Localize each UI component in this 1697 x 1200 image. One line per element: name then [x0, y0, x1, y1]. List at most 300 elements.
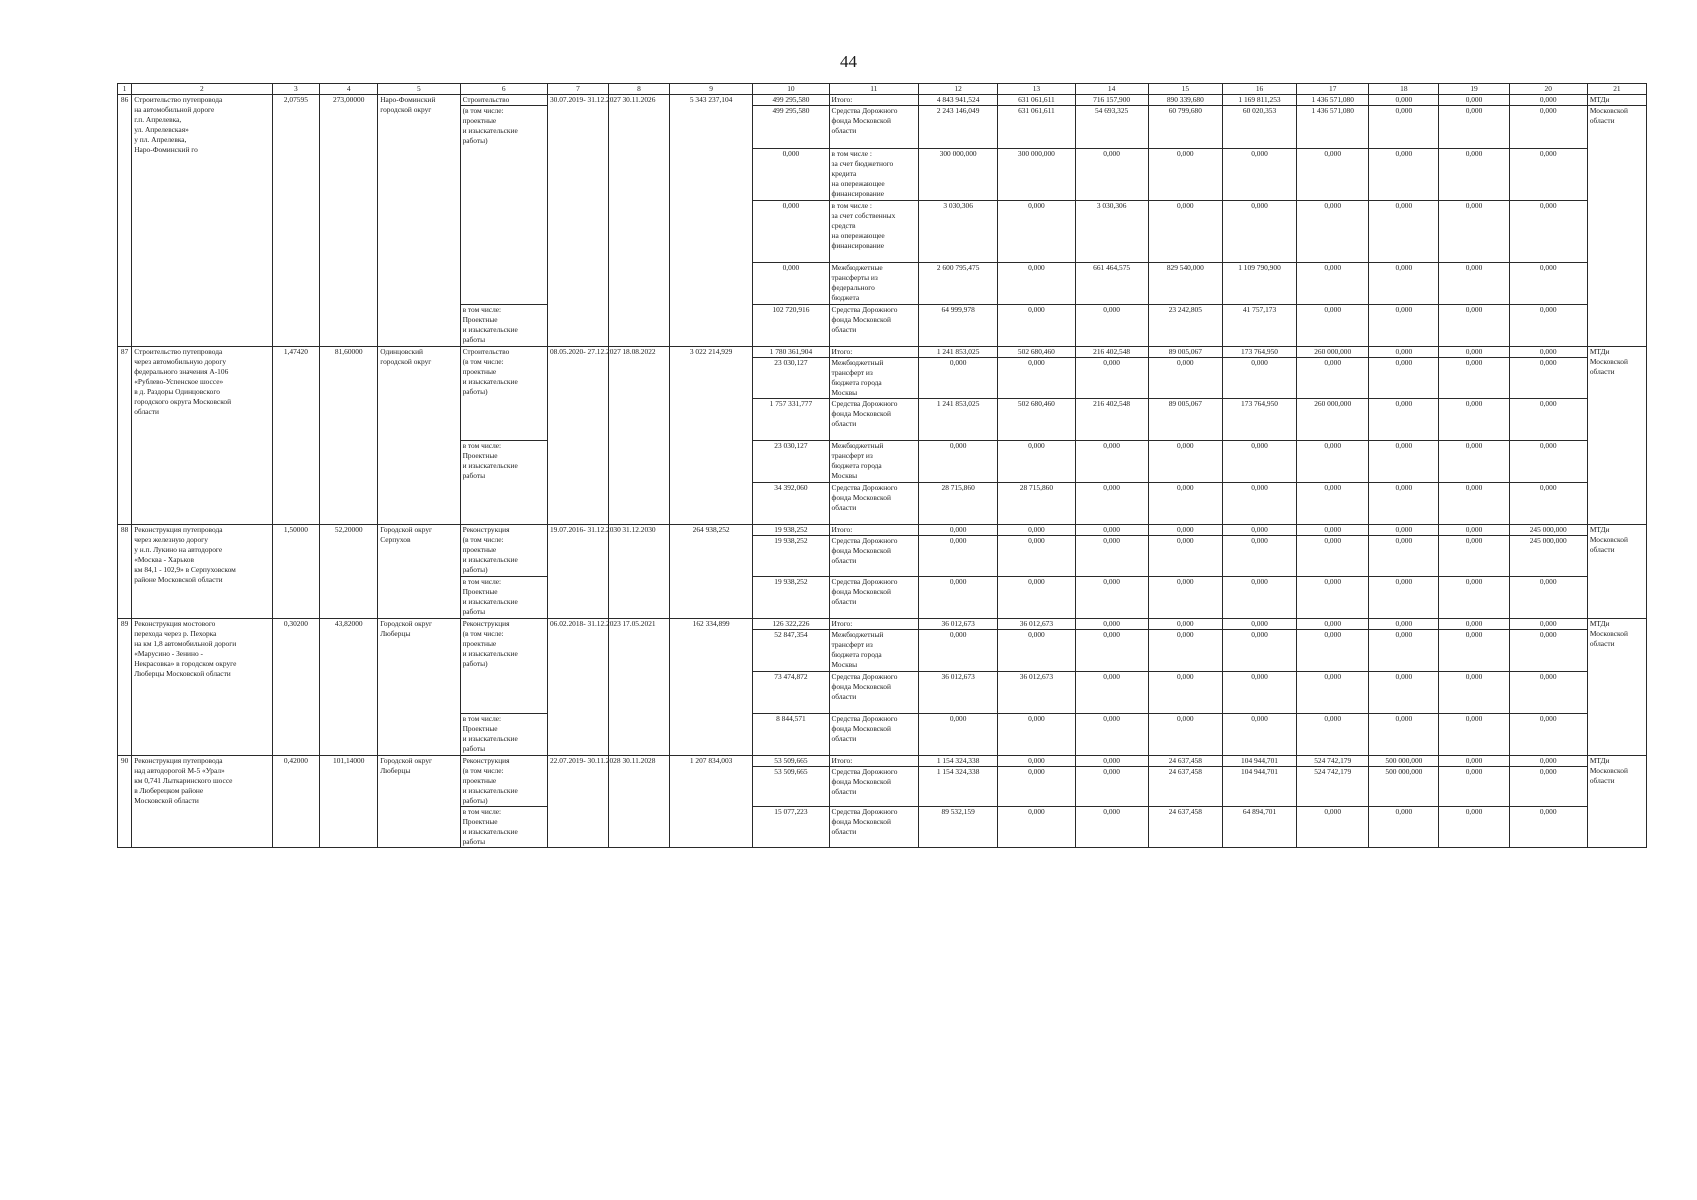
table-cell: 17.05.2021 — [608, 618, 669, 755]
table-cell: 104 944,701 — [1222, 755, 1296, 766]
table-cell: 0,30200 — [272, 618, 320, 755]
table-cell: 0,000 — [1075, 806, 1148, 847]
table-cell: 0,000 — [919, 440, 998, 482]
table-cell: 0,000 — [1297, 806, 1369, 847]
table-cell: 0,000 — [1509, 148, 1587, 200]
table-cell: 43,82000 — [320, 618, 378, 755]
table-cell: 0,000 — [1297, 482, 1369, 524]
table-cell: 0,000 — [1369, 94, 1439, 105]
table-cell: 0,000 — [1369, 806, 1439, 847]
table-cell: 500 000,000 — [1369, 766, 1439, 806]
table-cell: 631 061,611 — [998, 94, 1075, 105]
table-cell: 0,000 — [1297, 576, 1369, 618]
column-number-row — [118, 84, 1647, 95]
table-cell: Наро-Фоминский городской округ — [378, 94, 460, 346]
table-cell: 19.07.2016- 31.12.2030 — [547, 524, 608, 618]
column-number: 10 — [753, 84, 829, 95]
table-cell: 0,000 — [1297, 629, 1369, 671]
table-cell: в том числе: Проектные и изыскательские работы — [460, 806, 547, 847]
table-cell: 53 509,665 — [753, 766, 829, 806]
table-cell: 24 637,458 — [1148, 806, 1222, 847]
table-cell: 0,000 — [1075, 304, 1148, 346]
table-cell: 0,000 — [1075, 766, 1148, 806]
table-cell: 0,000 — [919, 629, 998, 671]
table-cell: 0,000 — [1148, 629, 1222, 671]
table-cell: Реконструкция (в том числе: проектные и изыскательские работы) — [460, 524, 547, 576]
table-cell: в том числе : за счет собственных средств на опережающее финансирование — [829, 200, 918, 262]
column-number: 5 — [378, 84, 460, 95]
table-cell: 0,000 — [1439, 440, 1509, 482]
table-cell: 0,000 — [1509, 346, 1587, 357]
table-cell: 0,42000 — [272, 755, 320, 847]
table-cell: 41 757,173 — [1222, 304, 1296, 346]
table-cell: 0,000 — [1509, 94, 1587, 105]
table-cell: Строительство путепровода на автомобильной дороге г.п. Апрелевка, ул. Апрелевская» у пл. Апрелевка, Наро-Фоминский го — [132, 94, 272, 346]
table-cell: в том числе: Проектные и изыскательские работы — [460, 304, 547, 346]
table-cell: 87 — [118, 346, 132, 524]
table-cell: 0,000 — [1369, 629, 1439, 671]
column-number: 3 — [272, 84, 320, 95]
table-cell: 0,000 — [1075, 535, 1148, 576]
table-cell: 0,000 — [1439, 806, 1509, 847]
table-cell: 1 169 811,253 — [1222, 94, 1296, 105]
table-cell: 0,000 — [919, 524, 998, 535]
table-cell: 300 000,000 — [998, 148, 1075, 200]
table-cell: 1,47420 — [272, 346, 320, 524]
table-cell: 60 020,353 — [1222, 105, 1296, 148]
page-number: 44 — [840, 52, 857, 71]
table-cell: 0,000 — [1297, 618, 1369, 629]
table-cell: Реконструкция мостового перехода через р. Пехорка на км 1,8 автомобильной дороги «Марусино - Зенино - Некрасовка» в городском округе Люберцы Московской области — [132, 618, 272, 755]
table-cell: 8 844,571 — [753, 713, 829, 755]
column-number: 7 — [547, 84, 608, 95]
table-cell: 0,000 — [1439, 105, 1509, 148]
table-cell: 0,000 — [1148, 576, 1222, 618]
table-cell: 0,000 — [998, 304, 1075, 346]
column-number: 20 — [1509, 84, 1587, 95]
table-cell: 0,000 — [1439, 535, 1509, 576]
table-cell: Строительство путепровода через автомобильную дорогу федерального значения А-106 «Рублево-Успенское шоссе» в д. Раздоры Одинцовского городского округа Московской области — [132, 346, 272, 524]
table-cell: 0,000 — [1509, 671, 1587, 713]
table-cell: 0,000 — [1439, 346, 1509, 357]
table-cell: 52 847,354 — [753, 629, 829, 671]
table-cell: 273,00000 — [320, 94, 378, 346]
table-cell: 0,000 — [1222, 482, 1296, 524]
table-cell: 0,000 — [1075, 440, 1148, 482]
table-cell: 0,000 — [1369, 482, 1439, 524]
table-cell: 499 295,580 — [753, 105, 829, 148]
table-cell: 89 005,067 — [1148, 346, 1222, 357]
table-cell: 0,000 — [1369, 200, 1439, 262]
table-cell: 0,000 — [1439, 262, 1509, 304]
table-cell: 1 154 324,338 — [919, 755, 998, 766]
table-cell: 31.12.2030 — [608, 524, 669, 618]
table-cell: 0,000 — [1075, 148, 1148, 200]
table-cell: 1 780 361,904 — [753, 346, 829, 357]
table-cell: Межбюджетные трансферты из федерального бюджета — [829, 262, 918, 304]
table-cell: Городской округ Люберцы — [378, 755, 460, 847]
table-cell: Средства Дорожного фонда Московской области — [829, 671, 918, 713]
table-cell: Реконструкция (в том числе: проектные и изыскательские работы) — [460, 755, 547, 806]
table-cell: 1 154 324,338 — [919, 766, 998, 806]
table-cell: 89 532,159 — [919, 806, 998, 847]
table-cell: 0,000 — [998, 766, 1075, 806]
table-cell: 264 938,252 — [669, 524, 752, 618]
table-cell: 0,000 — [753, 262, 829, 304]
table-cell: 0,000 — [1222, 148, 1296, 200]
table-cell: 0,000 — [1369, 524, 1439, 535]
table-cell: Строительство (в том числе: проектные и изыскательские работы) — [460, 346, 547, 440]
table-cell: 0,000 — [753, 148, 829, 200]
table-cell: Средства Дорожного фонда Московской области — [829, 105, 918, 148]
table-cell: 0,000 — [1369, 148, 1439, 200]
table-cell: 0,000 — [1439, 482, 1509, 524]
table-cell: 631 061,611 — [998, 105, 1075, 148]
table-cell: МТДи — [1587, 94, 1646, 105]
column-number: 9 — [669, 84, 752, 95]
table-cell: 73 474,872 — [753, 671, 829, 713]
table-cell: 0,000 — [1369, 304, 1439, 346]
column-number: 12 — [919, 84, 998, 95]
table-cell: МТДи Московской области — [1587, 755, 1646, 847]
table-cell: 1,50000 — [272, 524, 320, 618]
table-cell: 0,000 — [1222, 357, 1296, 398]
table-cell: Реконструкция (в том числе: проектные и изыскательские работы) — [460, 618, 547, 713]
table-cell: 0,000 — [998, 357, 1075, 398]
table-cell: 3 030,306 — [1075, 200, 1148, 262]
table-cell: в том числе: Проектные и изыскательские работы — [460, 440, 547, 524]
table-cell: 0,000 — [1297, 524, 1369, 535]
table-cell: 173 764,950 — [1222, 398, 1296, 440]
table-cell: 0,000 — [1439, 398, 1509, 440]
table-cell: 245 000,000 — [1509, 524, 1587, 535]
table-cell: 0,000 — [1509, 618, 1587, 629]
table-cell: 86 — [118, 94, 132, 346]
column-number: 15 — [1148, 84, 1222, 95]
table-cell: 22.07.2019- 30.11.2028 — [547, 755, 608, 847]
table-cell: 0,000 — [998, 440, 1075, 482]
table-cell: 23 030,127 — [753, 440, 829, 482]
table-cell: 0,000 — [1148, 357, 1222, 398]
table-cell: 88 — [118, 524, 132, 618]
table-cell: 0,000 — [1369, 618, 1439, 629]
table-cell: 2 243 146,049 — [919, 105, 998, 148]
table-cell: 0,000 — [1369, 357, 1439, 398]
table-cell: 28 715,860 — [998, 482, 1075, 524]
table-cell: Итого: — [829, 346, 918, 357]
table-cell: 0,000 — [998, 576, 1075, 618]
table-cell: 28 715,860 — [919, 482, 998, 524]
table-cell: МТДи Московской области — [1587, 346, 1646, 524]
table-cell: 101,14000 — [320, 755, 378, 847]
table-cell: МТДи Московской области — [1587, 618, 1646, 755]
table-cell: 0,000 — [1297, 304, 1369, 346]
table-cell: 30.07.2019- 31.12.2027 — [547, 94, 608, 346]
table-cell: 0,000 — [1439, 524, 1509, 535]
table-cell: 0,000 — [1297, 357, 1369, 398]
table-cell: 0,000 — [1439, 357, 1509, 398]
table-cell: 4 843 941,524 — [919, 94, 998, 105]
table-cell: 0,000 — [1075, 629, 1148, 671]
table-cell: 64 999,978 — [919, 304, 998, 346]
table-cell: 0,000 — [998, 629, 1075, 671]
table-cell: 0,000 — [1222, 535, 1296, 576]
table-cell: 52,20000 — [320, 524, 378, 618]
table-cell: 0,000 — [1509, 755, 1587, 766]
table-cell: Итого: — [829, 94, 918, 105]
table-cell: 890 339,680 — [1148, 94, 1222, 105]
table-row — [118, 524, 1647, 535]
table-cell: 0,000 — [1509, 440, 1587, 482]
table-cell: 0,000 — [998, 755, 1075, 766]
table-cell: 54 693,325 — [1075, 105, 1148, 148]
table-cell: 300 000,000 — [919, 148, 998, 200]
table-cell: 0,000 — [1509, 262, 1587, 304]
table-cell: 0,000 — [919, 535, 998, 576]
table-cell: 0,000 — [1369, 713, 1439, 755]
table-cell: 0,000 — [1509, 629, 1587, 671]
table-cell: 3 030,306 — [919, 200, 998, 262]
table-cell: 216 402,548 — [1075, 398, 1148, 440]
table-cell: 0,000 — [1509, 576, 1587, 618]
table-cell: 0,000 — [1509, 304, 1587, 346]
table-cell: 0,000 — [1075, 671, 1148, 713]
table-cell: 0,000 — [1369, 671, 1439, 713]
table-cell: Московской области — [1587, 105, 1646, 346]
table-cell: 30.11.2026 — [608, 94, 669, 346]
table-cell: 499 295,580 — [753, 94, 829, 105]
table-cell: 18.08.2022 — [608, 346, 669, 524]
column-number: 11 — [829, 84, 918, 95]
table-cell: 36 012,673 — [998, 671, 1075, 713]
table-cell: 0,000 — [1509, 398, 1587, 440]
table-cell: в том числе: Проектные и изыскательские работы — [460, 576, 547, 618]
table-cell: 0,000 — [1439, 94, 1509, 105]
table-cell: 3 022 214,929 — [669, 346, 752, 524]
column-number: 8 — [608, 84, 669, 95]
table-row — [118, 94, 1647, 105]
table-cell: 36 012,673 — [919, 618, 998, 629]
table-cell: 23 242,805 — [1148, 304, 1222, 346]
table-cell: 0,000 — [1439, 576, 1509, 618]
table-cell: 0,000 — [1509, 482, 1587, 524]
table-cell: 102 720,916 — [753, 304, 829, 346]
table-cell: 0,000 — [1148, 535, 1222, 576]
table-cell: 0,000 — [1439, 671, 1509, 713]
column-number: 13 — [998, 84, 1075, 95]
table-cell: 64 894,701 — [1222, 806, 1296, 847]
table-cell: 1 436 571,080 — [1297, 94, 1369, 105]
table-cell: Межбюджетный трансферт из бюджета города Москвы — [829, 357, 918, 398]
table-body — [118, 94, 1647, 847]
column-number: 6 — [460, 84, 547, 95]
table-cell: 126 322,226 — [753, 618, 829, 629]
table-cell: Строительство — [460, 94, 547, 105]
table-cell: 260 000,000 — [1297, 346, 1369, 357]
table-cell: 0,000 — [1439, 200, 1509, 262]
table-cell: 0,000 — [1297, 671, 1369, 713]
column-number: 21 — [1587, 84, 1646, 95]
table-cell: 36 012,673 — [998, 618, 1075, 629]
table-cell: 0,000 — [1148, 200, 1222, 262]
table-cell: 500 000,000 — [1369, 755, 1439, 766]
table-cell: 1 109 790,900 — [1222, 262, 1296, 304]
table-cell: в том числе : за счет бюджетного кредита на опережающее финансирование — [829, 148, 918, 200]
column-number: 19 — [1439, 84, 1509, 95]
column-number: 17 — [1297, 84, 1369, 95]
table-cell: 53 509,665 — [753, 755, 829, 766]
table-cell: 0,000 — [1075, 482, 1148, 524]
table-cell: Средства Дорожного фонда Московской области — [829, 806, 918, 847]
table-cell: 0,000 — [1148, 440, 1222, 482]
table-cell: 1 241 853,025 — [919, 398, 998, 440]
column-number: 18 — [1369, 84, 1439, 95]
table-cell: 1 757 331,777 — [753, 398, 829, 440]
column-number: 1 — [118, 84, 132, 95]
table-cell: 0,000 — [1509, 105, 1587, 148]
table-cell: Реконструкция путепровода над автодорогой М-5 «Урал» км 0,741 Лыткаринского шоссе в Люберецком районе Московской области — [132, 755, 272, 847]
table-cell: 502 680,460 — [998, 398, 1075, 440]
table-cell: 23 030,127 — [753, 357, 829, 398]
table-cell: Средства Дорожного фонда Московской области — [829, 576, 918, 618]
table-cell: 0,000 — [1509, 200, 1587, 262]
table-cell: Одинцовский городской округ — [378, 346, 460, 524]
table-cell: 19 938,252 — [753, 535, 829, 576]
table-cell: 524 742,179 — [1297, 755, 1369, 766]
table-cell: 0,000 — [998, 713, 1075, 755]
table-row — [118, 755, 1647, 766]
table-cell: 0,000 — [919, 357, 998, 398]
table-cell: 0,000 — [1297, 535, 1369, 576]
table-cell: 89 — [118, 618, 132, 755]
table-cell: 0,000 — [998, 262, 1075, 304]
table-cell: в том числе: Проектные и изыскательские работы — [460, 713, 547, 755]
table-cell: 0,000 — [1075, 618, 1148, 629]
table-cell: 0,000 — [1148, 713, 1222, 755]
table-cell: 24 637,458 — [1148, 766, 1222, 806]
table-cell: 19 938,252 — [753, 524, 829, 535]
table-cell: 0,000 — [1369, 346, 1439, 357]
table-cell: 716 157,900 — [1075, 94, 1148, 105]
table-cell: 0,000 — [919, 713, 998, 755]
table-cell: 1 241 853,025 — [919, 346, 998, 357]
table-cell: 0,000 — [1439, 304, 1509, 346]
table-cell: 0,000 — [1222, 618, 1296, 629]
table-cell: МТДи Московской области — [1587, 524, 1646, 618]
table-cell: 0,000 — [1222, 440, 1296, 482]
table-cell: 245 000,000 — [1509, 535, 1587, 576]
table-cell: 162 334,899 — [669, 618, 752, 755]
table-cell: 0,000 — [1297, 148, 1369, 200]
table-cell: 0,000 — [1075, 713, 1148, 755]
table-cell: 0,000 — [1297, 440, 1369, 482]
table-cell: 90 — [118, 755, 132, 847]
column-number: 2 — [132, 84, 272, 95]
table-row — [118, 346, 1647, 357]
table-cell: 5 343 237,104 — [669, 94, 752, 346]
table-row — [118, 618, 1647, 629]
table-cell: 0,000 — [1222, 713, 1296, 755]
table-cell: 0,000 — [1369, 535, 1439, 576]
table-cell: 0,000 — [998, 806, 1075, 847]
table-cell: 0,000 — [753, 200, 829, 262]
table-cell: 0,000 — [998, 524, 1075, 535]
table-cell: 0,000 — [919, 576, 998, 618]
table-cell: Итого: — [829, 524, 918, 535]
table-cell: Средства Дорожного фонда Московской области — [829, 713, 918, 755]
column-number: 4 — [320, 84, 378, 95]
table-cell: 0,000 — [1222, 671, 1296, 713]
table-cell: Городской округ Люберцы — [378, 618, 460, 755]
table-cell: Межбюджетный трансферт из бюджета города Москвы — [829, 629, 918, 671]
table-cell: 81,60000 — [320, 346, 378, 524]
table-cell: 0,000 — [1509, 766, 1587, 806]
column-number: 16 — [1222, 84, 1296, 95]
table-cell: 0,000 — [998, 535, 1075, 576]
table-cell: 36 012,673 — [919, 671, 998, 713]
table-cell: 0,000 — [1148, 671, 1222, 713]
table-cell: 661 464,575 — [1075, 262, 1148, 304]
table-cell: 0,000 — [1369, 576, 1439, 618]
table-cell: 524 742,179 — [1297, 766, 1369, 806]
table-cell: Средства Дорожного фонда Московской области — [829, 535, 918, 576]
table-cell: 0,000 — [1222, 524, 1296, 535]
table-cell: Средства Дорожного фонда Московской области — [829, 482, 918, 524]
table-cell: 0,000 — [1148, 482, 1222, 524]
table-cell: 15 077,223 — [753, 806, 829, 847]
table-cell: 0,000 — [1222, 576, 1296, 618]
table-cell: 06.02.2018- 31.12.2023 — [547, 618, 608, 755]
table-cell: 0,000 — [1297, 713, 1369, 755]
table-cell: 0,000 — [1439, 766, 1509, 806]
table-cell: 0,000 — [1509, 357, 1587, 398]
table-cell: 0,000 — [1148, 524, 1222, 535]
table-cell: Итого: — [829, 755, 918, 766]
table-cell: Средства Дорожного фонда Московской области — [829, 398, 918, 440]
table-cell: 0,000 — [1148, 148, 1222, 200]
table-cell: 0,000 — [1297, 200, 1369, 262]
table-cell: 0,000 — [1369, 398, 1439, 440]
table-cell: 0,000 — [1509, 806, 1587, 847]
table-cell: 60 799,680 — [1148, 105, 1222, 148]
table-cell: 0,000 — [1439, 618, 1509, 629]
table-cell: 0,000 — [1369, 262, 1439, 304]
table-cell: 0,000 — [998, 200, 1075, 262]
table-cell: 34 392,060 — [753, 482, 829, 524]
table-cell: 0,000 — [1439, 148, 1509, 200]
table-cell: (в том числе: проектные и изыскательские работы) — [460, 105, 547, 304]
table-cell: 0,000 — [1075, 755, 1148, 766]
table-cell: 0,000 — [1369, 440, 1439, 482]
table-cell: 104 944,701 — [1222, 766, 1296, 806]
table-cell: Реконструкция путепровода через железную дорогу у н.п. Лукино на автодороге «Москва - Харьков км 84,1 - 102,9» в Серпуховском районе Московской области — [132, 524, 272, 618]
table-cell: 0,000 — [1148, 618, 1222, 629]
table-cell: 216 402,548 — [1075, 346, 1148, 357]
table-cell: 1 207 834,003 — [669, 755, 752, 847]
table-cell: 0,000 — [1509, 713, 1587, 755]
table-cell: 24 637,458 — [1148, 755, 1222, 766]
financing-table — [117, 83, 1647, 848]
table-cell: 89 005,067 — [1148, 398, 1222, 440]
column-number: 14 — [1075, 84, 1148, 95]
table-cell: Итого: — [829, 618, 918, 629]
table-cell: 0,000 — [1439, 713, 1509, 755]
table-cell: 0,000 — [1222, 629, 1296, 671]
table-cell: 30.11.2028 — [608, 755, 669, 847]
table-cell: 0,000 — [1075, 524, 1148, 535]
table-cell: 2,07595 — [272, 94, 320, 346]
table-cell: 08.05.2020- 27.12.2027 — [547, 346, 608, 524]
